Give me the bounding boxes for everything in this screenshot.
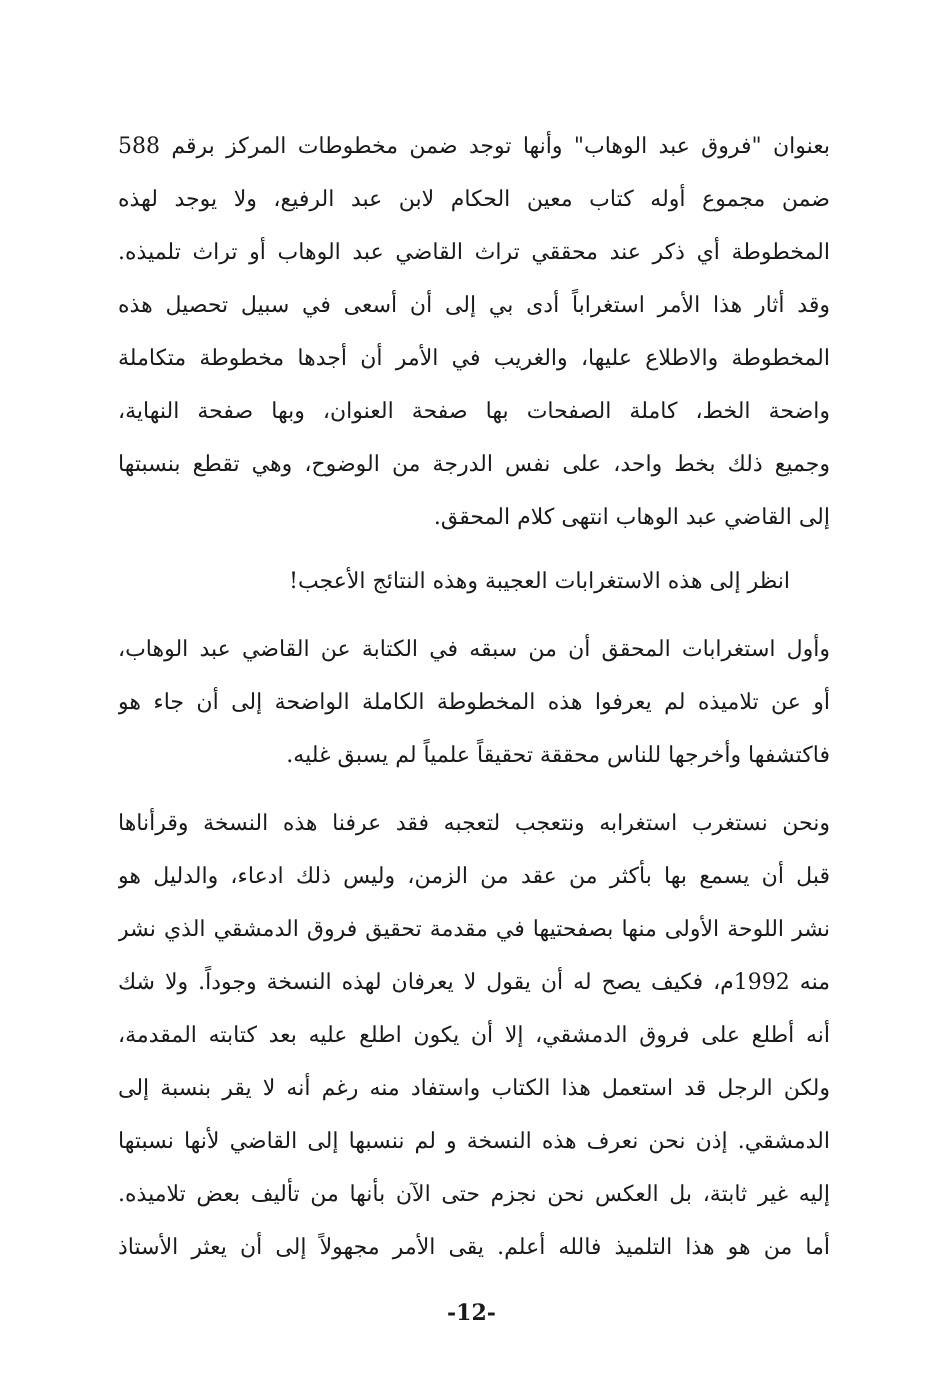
- text-line: بعنوان "فروق عبد الوهاب" وأنها توجد ضمن مخطوطات المركز برقم 588: [118, 134, 830, 159]
- text-line: أنه أطلع على فروق الدمشقي، إلا أن يكون اطلع عليه بعد كتابته المقدمة،: [118, 1023, 830, 1048]
- paragraph-4: [118, 797, 830, 1274]
- text-line: واضحة الخط، كاملة الصفحات بها صفحة العنوان، وبها صفحة النهاية،: [118, 399, 830, 424]
- text-line: ونحن نستغرب استغرابه ونتعجب لتعجبه فقد عرفنا هذه النسخة وقرأناها: [118, 811, 830, 836]
- text-line: منه 1992م، فكيف يصح له أن يقول لا يعرفان لهذه النسخة وجوداً. ولا شك: [118, 970, 830, 995]
- text-line: قبل أن يسمع بها بأكثر من عقد من الزمن، وليس ذلك ادعاء، والدليل هو: [118, 864, 830, 889]
- text-line: إليه غير ثابتة، بل العكس نحن نجزم حتى الآن بأنها من تأليف بعض تلاميذه.: [118, 1182, 830, 1207]
- text-line: فاكتشفها وأخرجها للناس محققة تحقيقاً علمياً لم يسبق غليه.: [286, 743, 830, 768]
- text-line: المخطوطة أي ذكر عند محققي تراث القاضي عبد الوهاب أو تراث تلميذه.: [118, 240, 830, 265]
- paragraph-1: [118, 120, 830, 544]
- text-line: أما من هو هذا التلميذ فالله أعلم. يقى الأمر مجهولاً إلى أن يعثر الأستاذ: [118, 1235, 830, 1260]
- text-line: ولكن الرجل قد استعمل هذا الكتاب واستفاد منه رغم أنه لا يقر بنسبة إلى: [118, 1076, 830, 1101]
- text-line: انظر إلى هذه الاستغرابات العجيبة وهذه النتائج الأعجب!: [289, 569, 790, 594]
- page-number: -12-: [447, 1300, 496, 1326]
- text-line: وأول استغرابات المحقق أن من سبقه في الكتابة عن القاضي عبد الوهاب،: [118, 637, 830, 662]
- text-line: أو عن تلاميذه لم يعرفوا هذه المخطوطة الكاملة الواضحة إلى أن جاء هو: [118, 690, 830, 715]
- text-line: إلى القاضي عبد الوهاب انتهى كلام المحقق.: [433, 505, 830, 530]
- text-line: ضمن مجموع أوله كتاب معين الحكام لابن عبد الرفيع، ولا يوجد لهذه: [118, 187, 830, 212]
- text-line: الدمشقي. إذن نحن نعرف هذه النسخة و لم ننسبها إلى القاضي لأنها نسبتها: [118, 1129, 830, 1154]
- paragraph-2: [118, 555, 830, 608]
- text-line: نشر اللوحة الأولى منها بصفحتيها في مقدمة تحقيق فروق الدمشقي الذي نشر: [118, 917, 830, 942]
- text-line: المخطوطة والاطلاع عليها، والغريب في الأمر أن أجدها مخطوطة متكاملة: [118, 346, 830, 371]
- paragraph-3: [118, 623, 830, 782]
- text-line: وقد أثار هذا الأمر استغراباً أدى بي إلى أن أسعى في سبيل تحصيل هذه: [118, 293, 830, 318]
- text-line: وجميع ذلك بخط واحد، على نفس الدرجة من الوضوح، وهي تقطع بنسبتها: [118, 452, 830, 477]
